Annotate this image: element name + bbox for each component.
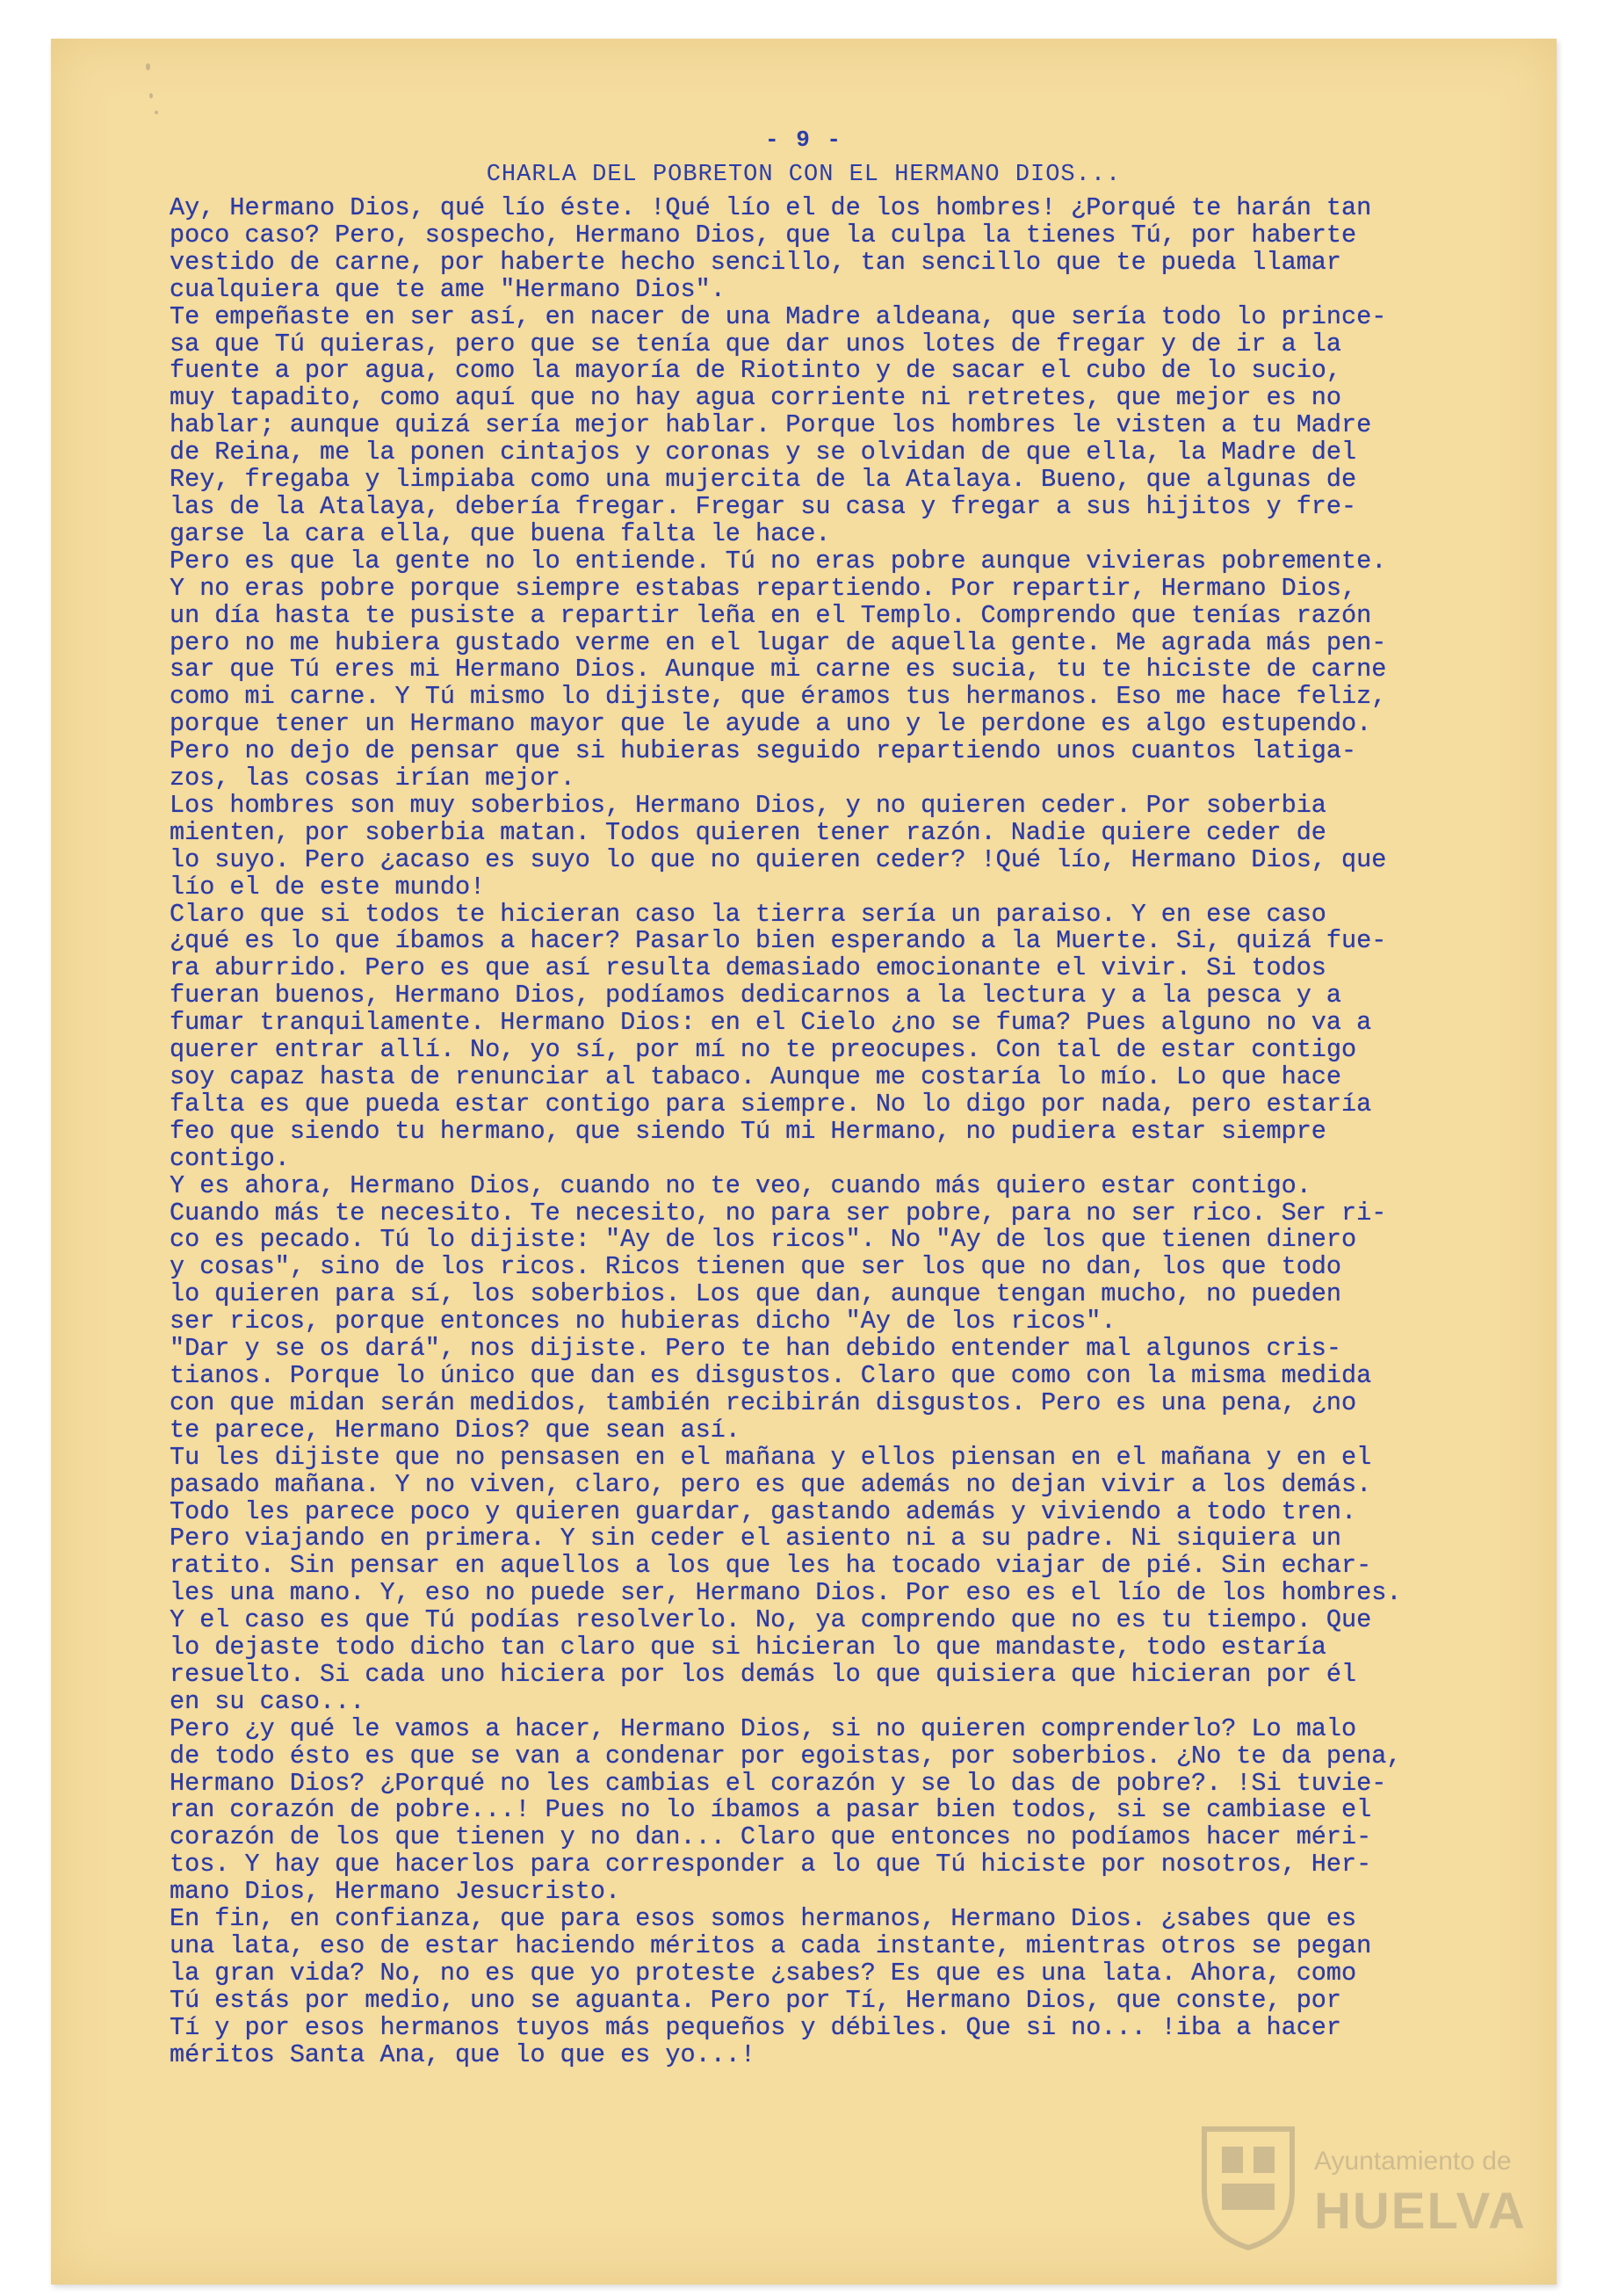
text-line: porque tener un Hermano mayor que le ayude a uno y le perdone es algo estupendo.: [170, 709, 1372, 739]
document-title: CHARLA DEL POBRETON CON EL HERMANO DIOS...: [486, 162, 1122, 188]
text-line: Tu les dijiste que no pensasen en el mañana y ellos piensan en el mañana y en el: [170, 1442, 1372, 1472]
text-line: de Reina, me la ponen cintajos y coronas y se olvidan de que ella, la Madre del: [170, 438, 1357, 467]
text-line: las de la Atalaya, debería fregar. Fregar su casa y fregar a sus hijitos y fre-: [170, 491, 1357, 521]
typed-body-text: [170, 195, 1470, 2069]
text-line: Tí y por esos hermanos tuyos más pequeños y débiles. Que si no... !iba a hacer: [170, 2012, 1342, 2042]
text-line: con que midan serán medidos, también recibirán disgustos. Pero es una pena, ¿no: [170, 1387, 1357, 1417]
text-line: Tú estás por medio, uno se aguanta. Pero por Tí, Hermano Dios, que conste, por: [170, 1985, 1342, 2015]
text-line: Todo les parece poco y quieren guardar, gastando además y viviendo a todo tren.: [170, 1496, 1357, 1526]
text-line: querer entrar allí. No, yo sí, por mí no te preocupes. Con tal de estar contigo: [170, 1035, 1357, 1065]
text-line: Y el caso es que Tú podías resolverlo. No, ya comprendo que no es tu tiempo. Que: [170, 1605, 1372, 1635]
text-line: falta es que pueda estar contigo para siempre. No lo digo por nada, pero estaría: [170, 1089, 1372, 1119]
text-line: fuente a por agua, como la mayoría de Riotinto y de sacar el cubo de lo sucio,: [170, 356, 1342, 386]
text-line: lo quieren para sí, los soberbios. Los que dan, aunque tengan mucho, no pueden: [170, 1279, 1342, 1309]
text-line: feo que siendo tu hermano, que siendo Tú mi Hermano, no pudiera estar siempre: [170, 1116, 1326, 1146]
text-line: corazón de los que tienen y no dan... Claro que entonces no podíamos hacer méri-: [170, 1822, 1372, 1852]
text-line: tianos. Porque lo único que dan es disgustos. Claro que como con la misma medida: [170, 1360, 1372, 1390]
text-line: Pero viajando en primera. Y sin ceder el asiento ni a su padre. Ni siquiera un: [170, 1524, 1342, 1554]
text-line: la gran vida? No, no es que yo proteste ¿sabes? Es que es una lata. Ahora, como: [170, 1958, 1357, 1988]
text-line: méritos Santa Ana, que lo que es yo...!: [170, 2039, 756, 2069]
text-line: ¿qué es lo que íbamos a hacer? Pasarlo bien esperando a la Muerte. Si, quizá fue-: [170, 926, 1387, 956]
punch-mark: [149, 93, 153, 98]
text-line: sa que Tú quieras, pero que se tenía que dar unos lotes de fregar y de ir a la: [170, 329, 1342, 359]
text-line: zos, las cosas irían mejor.: [170, 764, 575, 793]
text-line: te parece, Hermano Dios? que sean así.: [170, 1415, 741, 1445]
text-line: Pero es que la gente no lo entiende. Tú no eras pobre aunque vivieras pobremente.: [170, 546, 1387, 576]
text-line: ser ricos, porque entonces no hubieras dicho "Ay de los ricos".: [170, 1307, 1116, 1336]
text-line: fumar tranquilamente. Hermano Dios: en el Cielo ¿no se fuma? Pues alguno no va a: [170, 1008, 1372, 1038]
text-line: ratito. Sin pensar en aquellos a los que les ha tocado viajar de pié. Sin echar-: [170, 1551, 1372, 1581]
text-line: garse la cara ella, que buena falta le hace.: [170, 518, 831, 548]
text-line: lío el de este mundo!: [170, 872, 486, 902]
punch-mark: [155, 111, 158, 114]
text-line: les una mano. Y, eso no puede ser, Hermano Dios. Por eso es el lío de los hombres.: [170, 1578, 1402, 1608]
text-line: pasado mañana. Y no viven, claro, pero es que además no dejan vivir a los demás.: [170, 1469, 1372, 1499]
punch-mark: [146, 63, 150, 70]
text-line: muy tapadito, como aquí que no hay agua corriente ni retretes, que mejor es no: [170, 383, 1342, 413]
text-line: "Dar y se os dará", nos dijiste. Pero te han debido entender mal algunos cris-: [170, 1334, 1342, 1364]
page-number: - 9 -: [764, 127, 842, 153]
text-line: Cuando más te necesito. Te necesito, no para ser pobre, para no ser rico. Ser ri-: [170, 1198, 1387, 1228]
text-line: sar que Tú eres mi Hermano Dios. Aunque mi carne es sucia, tu te hiciste de carne: [170, 655, 1387, 684]
text-line: Ay, Hermano Dios, qué lío éste. !Qué lío el de los hombres! ¿Porqué te harán tan: [170, 193, 1372, 222]
text-line: de todo ésto es que se van a condenar por egoistas, por soberbios. ¿No te da pena,: [170, 1741, 1402, 1771]
text-line: Claro que si todos te hicieran caso la tierra sería un paraiso. Y en ese caso: [170, 899, 1326, 929]
text-line: resuelto. Si cada uno hiciera por los demás lo que quisiera que hicieran por él: [170, 1659, 1357, 1689]
text-line: un día hasta te pusiste a repartir leña en el Templo. Comprendo que tenías razón: [170, 600, 1372, 630]
text-line: Y no eras pobre porque siempre estabas repartiendo. Por repartir, Hermano Dios,: [170, 573, 1357, 603]
text-line: hablar; aunque quizá sería mejor hablar. Porque los hombres le visten a tu Madre: [170, 410, 1372, 440]
text-line: ra aburrido. Pero es que así resulta demasiado emocionante el vivir. Si todos: [170, 953, 1326, 983]
text-line: mano Dios, Hermano Jesucristo.: [170, 1877, 621, 1907]
text-line: Hermano Dios? ¿Porqué no les cambias el corazón y se lo das de pobre?. !Si tuvie-: [170, 1768, 1387, 1798]
text-line: Los hombres son muy soberbios, Hermano Dios, y no quieren ceder. Por soberbia: [170, 790, 1326, 820]
text-line: pero no me hubiera gustado verme en el lugar de aquella gente. Me agrada más pen-: [170, 627, 1387, 657]
text-line: ran corazón de pobre...! Pues no lo íbamos a pasar bien todos, si se cambiase el: [170, 1795, 1372, 1825]
text-line: Pero no dejo de pensar que si hubieras seguido repartiendo unos cuantos latiga-: [170, 736, 1357, 766]
watermark-line-1: Ayuntamiento de: [1314, 2147, 1512, 2176]
text-line: lo dejaste todo dicho tan claro que si hicieran lo que mandaste, todo estaría: [170, 1633, 1326, 1662]
text-line: Rey, fregaba y limpiaba como una mujercita de la Atalaya. Bueno, que algunas de: [170, 465, 1357, 495]
text-line: co es pecado. Tú lo dijiste: "Ay de los ricos". No "Ay de los que tienen dinero: [170, 1225, 1357, 1255]
text-line: soy capaz hasta de renunciar al tabaco. Aunque me costaría lo mío. Lo que hace: [170, 1062, 1342, 1091]
text-line: poco caso? Pero, sospecho, Hermano Dios, que la culpa la tienes Tú, por haberte: [170, 220, 1357, 250]
archive-watermark: [1196, 2120, 1529, 2252]
watermark-line-2: HUELVA: [1314, 2183, 1527, 2240]
text-line: mienten, por soberbia matan. Todos quieren tener razón. Nadie quiere ceder de: [170, 817, 1326, 847]
text-line: tos. Y hay que hacerlos para corresponder a lo que Tú hiciste por nosotros, Her-: [170, 1850, 1372, 1880]
paper-sheet: [51, 39, 1557, 2285]
text-line: una lata, eso de estar haciendo méritos a cada instante, mientras otros se pegan: [170, 1931, 1372, 1960]
text-line: fueran buenos, Hermano Dios, podíamos dedicarnos a la lectura y a la pesca y a: [170, 981, 1342, 1010]
text-line: vestido de carne, por haberte hecho sencillo, tan sencillo que te pueda llamar: [170, 247, 1342, 277]
coat-of-arms-icon: [1196, 2120, 1301, 2252]
text-line: como mi carne. Y Tú mismo lo dijiste, que éramos tus hermanos. Eso me hace feliz,: [170, 682, 1387, 712]
text-line: Pero ¿y qué le vamos a hacer, Hermano Dios, si no quieren comprenderlo? Lo malo: [170, 1713, 1357, 1743]
text-line: y cosas", sino de los ricos. Ricos tienen que ser los que no dan, los que todo: [170, 1252, 1342, 1282]
text-line: Y es ahora, Hermano Dios, cuando no te veo, cuando más quiero estar contigo.: [170, 1170, 1311, 1200]
text-line: lo suyo. Pero ¿acaso es suyo lo que no quieren ceder? !Qué lío, Hermano Dios, que: [170, 844, 1387, 874]
text-line: en su caso...: [170, 1686, 365, 1716]
text-line: cualquiera que te ame "Hermano Dios".: [170, 274, 726, 304]
text-line: En fin, en confianza, que para esos somos hermanos, Hermano Dios. ¿sabes que es: [170, 1904, 1357, 1934]
text-line: contigo.: [170, 1143, 290, 1173]
text-line: Te empeñaste en ser así, en nacer de una Madre aldeana, que sería todo lo prince-: [170, 301, 1387, 331]
